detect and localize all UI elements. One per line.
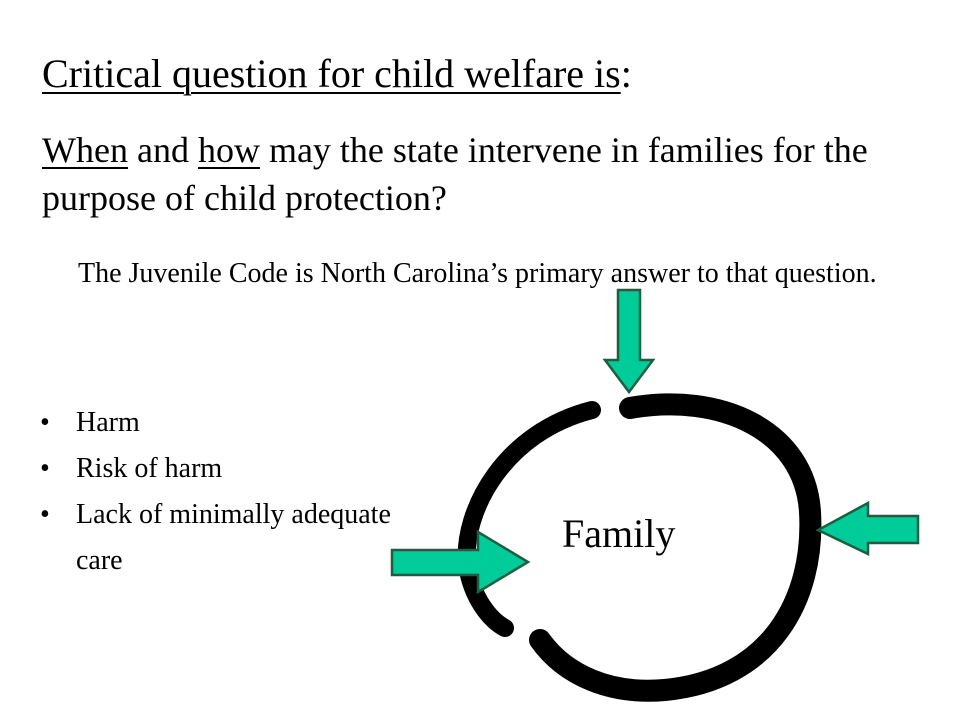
- bullet-marker: •: [40, 407, 50, 438]
- bullet-text: Harm: [76, 407, 140, 438]
- question-part3: may the state intervene in families for the purpose of child protection?: [42, 130, 868, 218]
- bullet-text: Lack of minimally adequate care: [76, 499, 391, 576]
- question-when: When: [42, 130, 128, 170]
- title-text: Critical question for child welfare is: [42, 51, 621, 96]
- question-part2: and: [127, 130, 198, 170]
- answer-text: The Juvenile Code is North Carolina’s primary answer to that question.: [78, 258, 877, 289]
- question-how: how: [197, 130, 260, 170]
- title-colon: :: [620, 51, 632, 96]
- top-arrow: [605, 290, 653, 392]
- bullet-marker: •: [40, 499, 50, 530]
- family-label: Family: [562, 511, 676, 556]
- bullet-text: Risk of harm: [76, 453, 223, 484]
- right-arrow: [818, 503, 918, 554]
- bullet-marker: •: [40, 453, 50, 484]
